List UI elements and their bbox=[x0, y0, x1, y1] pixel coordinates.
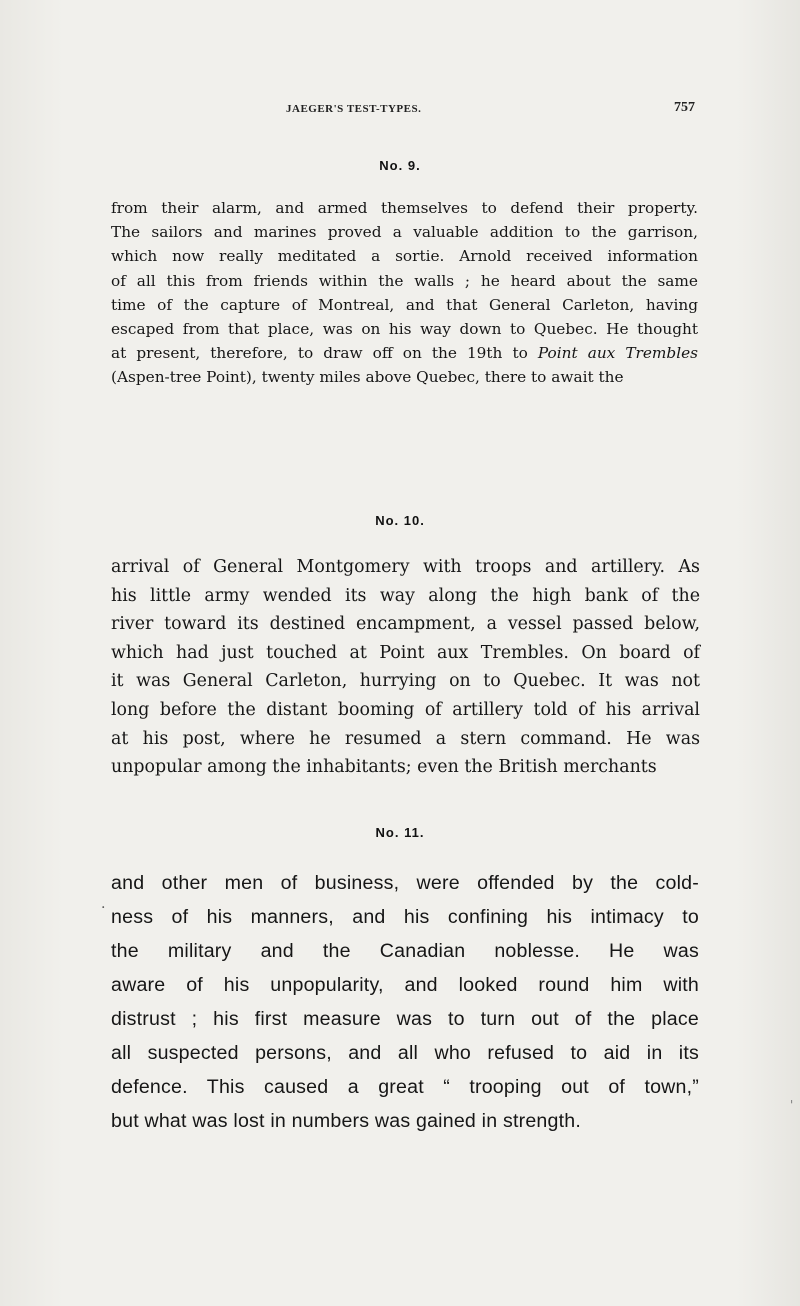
paragraph-no-10 bbox=[111, 553, 700, 782]
text-line: which had just touched at Point aux Trembles. On board of bbox=[111, 642, 700, 663]
text-line: which now really meditated a sortie. Arnold received information bbox=[111, 247, 698, 266]
text-line-with-italic bbox=[111, 341, 698, 365]
text-line: long before the distant booming of artillery told of his arrival bbox=[111, 699, 700, 720]
text-line: unpopular among the inhabitants; even the British merchants bbox=[111, 757, 657, 778]
text-line: of all this from friends within the walls ; he heard about the same bbox=[111, 271, 698, 290]
section-label-no-11: No. 11. bbox=[375, 825, 425, 840]
text-line: distrust ; his first measure was to turn out of the place bbox=[111, 1008, 699, 1030]
paragraph-no-11 bbox=[111, 866, 699, 1138]
text-line: from their alarm, and armed themselves to defend their property. bbox=[111, 199, 698, 217]
text-line: the military and the Canadian noblesse. He was bbox=[111, 940, 699, 962]
stray-mark: . bbox=[101, 896, 106, 912]
text-line: (Aspen-tree Point), twenty miles above Quebec, there to await the bbox=[111, 368, 624, 387]
paragraph-no-9 bbox=[111, 196, 698, 390]
section-label-no-9: No. 9. bbox=[379, 158, 421, 173]
text-line: it was General Carleton, hurrying on to Quebec. It was not bbox=[111, 671, 700, 692]
text-line: The sailors and marines proved a valuable addition to the garrison, bbox=[111, 223, 698, 242]
text-line: river toward its destined encampment, a vessel passed below, bbox=[111, 614, 700, 635]
text-line: his little army wended its way along the high bank of the bbox=[111, 585, 700, 606]
page-number: 757 bbox=[674, 100, 695, 115]
text-line: and other men of business, were offended by the cold- bbox=[111, 872, 699, 894]
text-fragment: at present, therefore, to draw off on the 19th to bbox=[111, 344, 538, 363]
text-line: aware of his unpopularity, and looked round him with bbox=[111, 974, 699, 996]
text-line: ness of his manners, and his confining his intimacy to bbox=[111, 906, 699, 928]
stray-mark: ' bbox=[790, 1098, 794, 1112]
text-line: defence. This caused a great “ trooping out of town,” bbox=[111, 1076, 699, 1098]
text-line: escaped from that place, was on his way down to Quebec. He thought bbox=[111, 320, 698, 339]
text-line: at his post, where he resumed a stern command. He was bbox=[111, 728, 700, 749]
running-head: JAEGER'S TEST-TYPES. bbox=[286, 103, 422, 115]
text-line: arrival of General Montgomery with troops and artillery. As bbox=[111, 557, 700, 577]
text-line: time of the capture of Montreal, and that General Carleton, having bbox=[111, 295, 698, 314]
italic-place-name: Point aux Trembles bbox=[537, 344, 699, 363]
section-label-no-10: No. 10. bbox=[375, 513, 425, 528]
text-line: but what was lost in numbers was gained in strength. bbox=[111, 1110, 582, 1132]
text-line: all suspected persons, and all who refused to aid in its bbox=[111, 1042, 699, 1064]
